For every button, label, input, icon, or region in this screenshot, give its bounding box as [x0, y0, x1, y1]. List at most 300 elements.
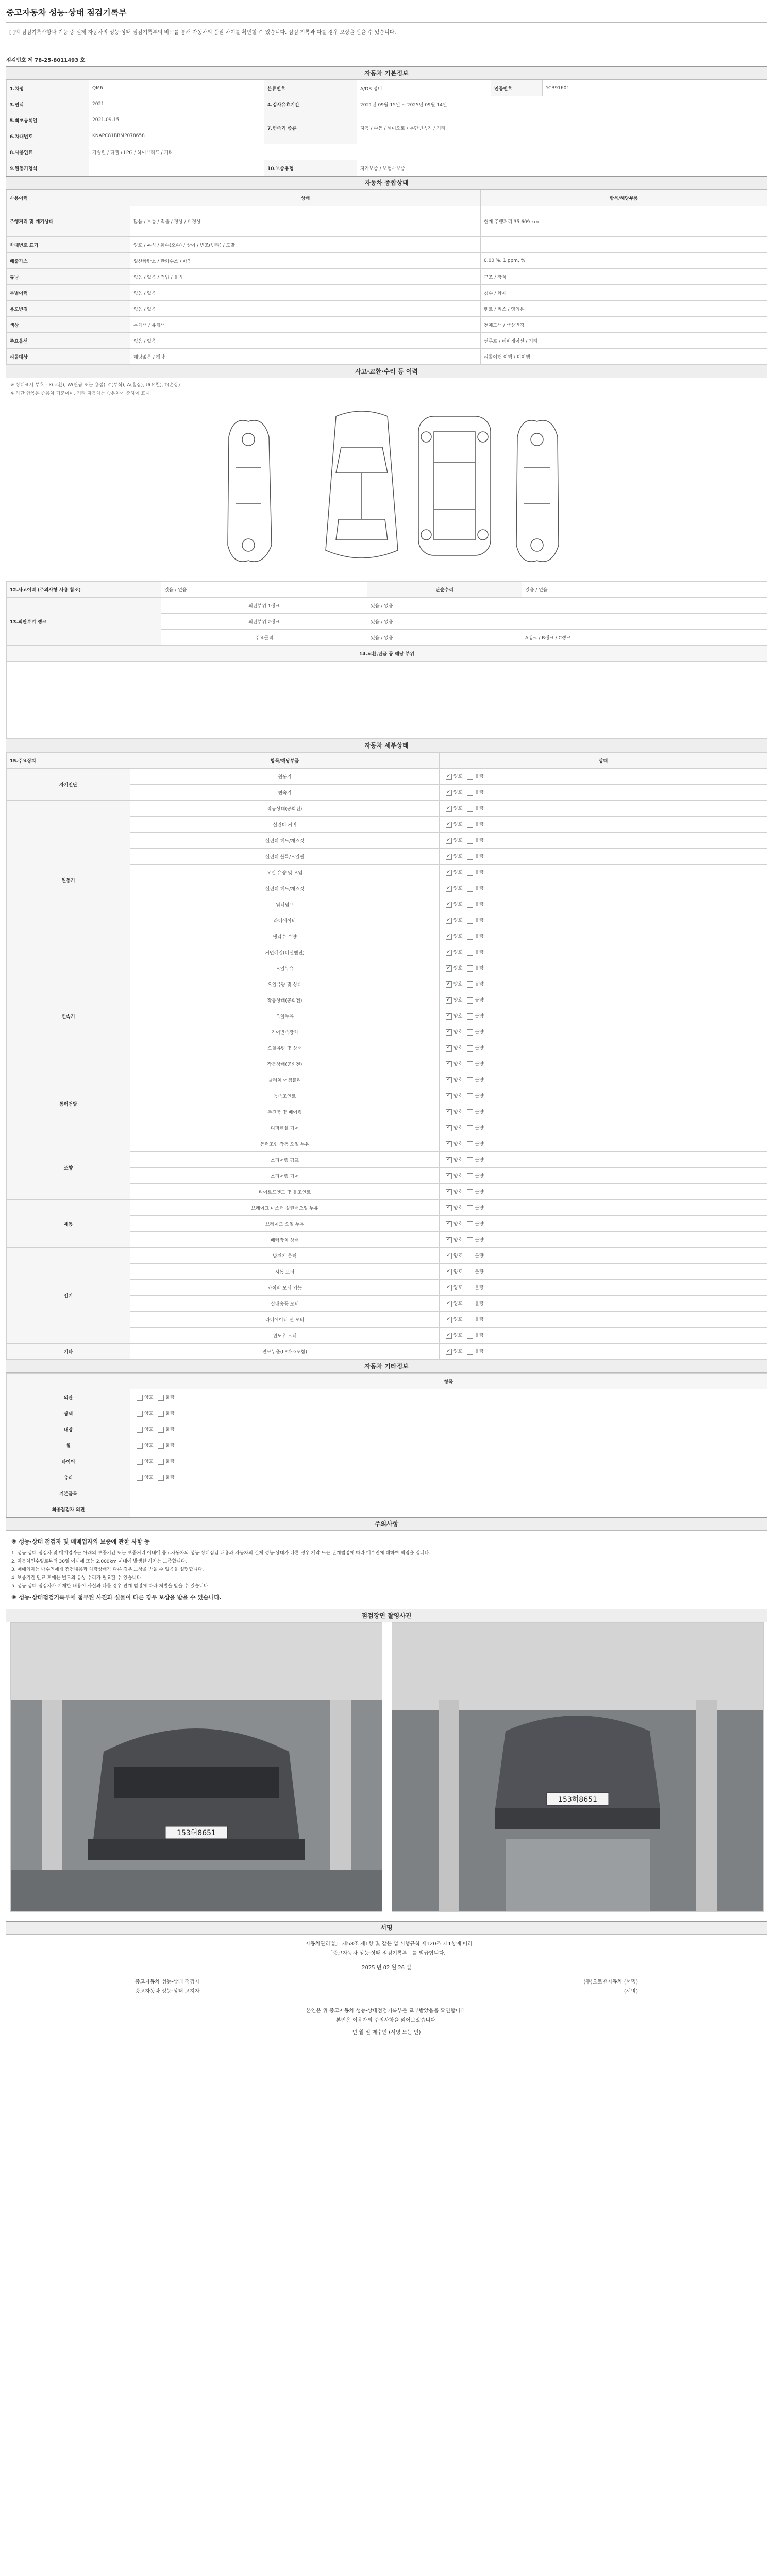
- detail-item-label: 기어변속장치: [130, 1024, 440, 1040]
- detail-group-label: 전기: [7, 1248, 130, 1344]
- cautions-body: [6, 1531, 767, 1609]
- check-icon: [446, 1061, 452, 1067]
- check-icon: [446, 1301, 452, 1307]
- checkbox-icon: [467, 886, 473, 892]
- detail-item-label: 시동 모터: [130, 1264, 440, 1280]
- confirm-date: 년 월 일 매수인 (서명 또는 인): [352, 2030, 421, 2036]
- section-other-info: 자동차 기타정보: [6, 1360, 767, 1373]
- detail-item-state: ✓ 양호 불량: [440, 833, 767, 849]
- check-icon: [446, 981, 452, 988]
- notifier-label: 중고자동차 성능·상태 고지자: [135, 1989, 200, 1994]
- signature-block: [6, 1935, 767, 2043]
- check-icon: [446, 1141, 452, 1147]
- detail-item-state: ✓ 양호 불량: [440, 785, 767, 801]
- detail-item-state: ✓ 양호 불량: [440, 849, 767, 865]
- table-row: [7, 598, 767, 614]
- checkbox-icon: [467, 1285, 473, 1291]
- table-row: [7, 301, 767, 317]
- parts-area: [7, 662, 767, 739]
- caution-line: 5. 성능·상태 점검자가 기재한 내용이 사실과 다를 경우 관계 법령에 따라 처벌을 받을 수 있습니다.: [11, 1584, 210, 1589]
- table-row: [7, 1405, 767, 1421]
- table-row: [7, 317, 767, 333]
- summary-state: 많음 / 보통 / 적음 / 정상 / 비정상: [130, 206, 481, 237]
- detail-item-label: 실린더 헤드/개스킷: [130, 880, 440, 896]
- other-row-label: 타이어: [7, 1453, 130, 1469]
- detail-item-state: ✓ 양호 불량: [440, 928, 767, 944]
- car-outline-diagram: [6, 401, 767, 581]
- check-icon: [446, 886, 452, 892]
- car-diagram: [6, 401, 767, 581]
- detail-item-label: 작동상태(공회전): [130, 1056, 440, 1072]
- summary-state: 일산화탄소 / 탄화수소 / 매연: [130, 253, 481, 269]
- check-icon: [446, 1285, 452, 1291]
- check-icon: [446, 1093, 452, 1099]
- detail-item-state: ✓ 양호 불량: [440, 992, 767, 1008]
- check-icon: [446, 997, 452, 1004]
- simple-repair-value: 있음 / 없음: [522, 582, 767, 598]
- checkbox-icon: [467, 1093, 473, 1099]
- detail-item-state: ✓ 양호 불량: [440, 912, 767, 928]
- checkbox-icon: [467, 1061, 473, 1067]
- checkbox-icon: [467, 1237, 473, 1243]
- detail-item-label: 디퍼렌셜 기어: [130, 1120, 440, 1136]
- detail-item-state: ✓ 양호 불량: [440, 1104, 767, 1120]
- detail-item-state: ✓ 양호 불량: [440, 1120, 767, 1136]
- detail-item-state: ✓ 양호 불량: [440, 944, 767, 960]
- section-photos: 점검장면 촬영사진: [6, 1609, 767, 1622]
- summary-label: 주행거리 및 계기상태: [7, 206, 130, 237]
- checkbox-icon: [467, 1253, 473, 1259]
- checkbox-icon: [467, 1013, 473, 1020]
- table-row: [7, 206, 767, 237]
- detail-item-state: ✓ 양호 불량: [440, 817, 767, 833]
- document-title: 중고자동차 성능·상태 점검기록부: [6, 8, 127, 18]
- detail-item-label: 오일유량 및 상태: [130, 1040, 440, 1056]
- detail-item-label: 와이퍼 모터 기능: [130, 1280, 440, 1296]
- summary-label: 차대번호 표기: [7, 237, 130, 253]
- other-row-value: 양호 불량: [130, 1469, 767, 1485]
- checkbox-icon: [467, 854, 473, 860]
- value-car-name: QM6: [89, 80, 264, 96]
- summary-state: 없음 / 있음 / 적법 / 불법: [130, 269, 481, 285]
- detail-item-state: ✓ 양호 불량: [440, 1152, 767, 1168]
- table-row: [7, 1248, 767, 1264]
- detail-item-label: 실린더 블록/오일팬: [130, 849, 440, 865]
- value-fuel: 가솔린 / 디젤 / LPG / 하이브리드 / 기타: [89, 144, 767, 160]
- checkbox-icon: [467, 774, 473, 780]
- accident-value: 있음 / 없음: [161, 582, 367, 598]
- detail-item-state: ✓ 양호 불량: [440, 1184, 767, 1200]
- label-inspection-period: 4.검사유효기간: [264, 96, 357, 112]
- summary-state: 없음 / 있음: [130, 285, 481, 301]
- car-top-view: [326, 411, 398, 558]
- other-row-value: 양호 불량: [130, 1421, 767, 1437]
- detail-item-state: ✓ 양호 불량: [440, 1312, 767, 1328]
- value-transmission: 자동 / 수동 / 세미오토 / 무단변속기 / 기타: [357, 112, 767, 144]
- inspector-label: 중고자동차 성능·상태 점검자: [135, 1979, 200, 1985]
- legend-line-2: ※ 하단 항목은 승용차 기준이며, 기타 자동차는 승용차에 준하여 표시: [10, 391, 150, 396]
- accident-label: 12.사고이력 (주의사항 사용 참조): [7, 582, 161, 598]
- detail-item-label: 오일누유: [130, 1008, 440, 1024]
- caution-line: 4. 보증기간 만료 후에는 별도의 유상 수리가 필요할 수 있습니다.: [11, 1575, 143, 1581]
- detail-item-label: 오일 유량 및 오염: [130, 865, 440, 880]
- checkbox-icon: [467, 965, 473, 972]
- check-icon: [446, 1221, 452, 1227]
- detail-item-state: ✓ 양호 불량: [440, 1072, 767, 1088]
- detail-item-state: ✓ 양호 불량: [440, 1232, 767, 1248]
- value-cert: YCB91601: [543, 80, 767, 96]
- table-header-row: [7, 1374, 767, 1389]
- check-icon: [446, 822, 452, 828]
- outer-rank-label: 13.외판부위 랭크: [7, 598, 161, 646]
- detail-item-label: 발전기 출력: [130, 1248, 440, 1264]
- value-first-registration: 2021-09-15: [89, 112, 264, 128]
- check-icon: [446, 774, 452, 780]
- outer-rank-value: 있음 / 없음: [367, 614, 767, 630]
- detail-item-state: ✓ 양호 불량: [440, 960, 767, 976]
- table-row: [7, 80, 767, 96]
- summary-detail: 0.00 %, 1 ppm, %: [481, 253, 767, 269]
- other-col-blank: [7, 1374, 130, 1389]
- inspection-photo-rear: [392, 1622, 764, 1912]
- table-header-row: [7, 190, 767, 206]
- detail-group-label: 자기진단: [7, 769, 130, 801]
- checkbox-icon: [467, 870, 473, 876]
- summary-col-2: 상태: [130, 190, 481, 206]
- car-frame-view: [418, 416, 491, 555]
- table-row: [7, 160, 767, 176]
- check-icon: [446, 790, 452, 796]
- checkbox-icon: [467, 1317, 473, 1323]
- detail-item-state: ✓ 양호 불량: [440, 1344, 767, 1360]
- other-extra-label: 최종점검자 의견: [7, 1501, 130, 1517]
- table-row: [7, 1501, 767, 1517]
- check-icon: [446, 1013, 452, 1020]
- detail-item-label: 추진축 및 베어링: [130, 1104, 440, 1120]
- summary-detail: 렌트 / 리스 / 영업용: [481, 301, 767, 317]
- checkbox-icon: [467, 1157, 473, 1163]
- check-icon: [446, 1333, 452, 1339]
- label-first-registration: 5.최초등록일: [7, 112, 89, 128]
- checkbox-icon: [467, 822, 473, 828]
- detail-item-label: 실내송풍 모터: [130, 1296, 440, 1312]
- table-row: [7, 662, 767, 739]
- detail-item-state: ✓ 양호 불량: [440, 1040, 767, 1056]
- label-vin: 6.차대번호: [7, 128, 89, 144]
- detail-item-state: ✓ 양호 불량: [440, 1264, 767, 1280]
- checkbox-icon: [467, 1029, 473, 1036]
- check-icon: [446, 1125, 452, 1131]
- car-right-side-view: [516, 420, 559, 562]
- checkbox-icon: [467, 934, 473, 940]
- main-frame-sub: 주요골격: [161, 630, 367, 646]
- table-row: [7, 112, 767, 128]
- check-icon: [446, 1173, 452, 1179]
- parts-heading: 14.교환,판금 등 해당 부위: [7, 646, 767, 662]
- other-row-value: 양호 불량: [130, 1437, 767, 1453]
- table-row: [7, 960, 767, 976]
- detail-item-state: ✓ 양호 불량: [440, 1168, 767, 1184]
- check-icon: [446, 950, 452, 956]
- detail-body: [7, 769, 767, 1360]
- check-icon: [446, 1253, 452, 1259]
- detail-group-label: 조향: [7, 1136, 130, 1200]
- section-basic-info: 자동차 기본정보: [6, 66, 767, 80]
- detail-item-label: 브레이크 마스터 실린더오일 누유: [130, 1200, 440, 1216]
- summary-label: 주요옵션: [7, 333, 130, 349]
- summary-table: [6, 190, 767, 365]
- detail-item-label: 냉각수 수량: [130, 928, 440, 944]
- cautions-heading-1: ※ 성능·상태 점검자 및 매매업자의 보증에 관한 사항 등: [11, 1538, 150, 1545]
- summary-label: 특별이력: [7, 285, 130, 301]
- caution-line: 1. 성능·상태 점검자 및 매매업자는 아래의 보증기간 또는 보증거리 이내에 중고자동차의 성능·상태점검 내용과 자동차의 실제 성능·상태가 다른 경우 계약 또는 관계법령에 따라 매수인에 대하여 책임을 집니다.: [11, 1551, 431, 1556]
- label-car-name: 1.차명: [7, 80, 89, 96]
- outer-rank-value: 있음 / 없음: [367, 598, 767, 614]
- detail-group-label: 원동기: [7, 801, 130, 960]
- table-row: [7, 333, 767, 349]
- summary-state: 양호 / 부식 / 훼손(오손) / 상이 / 변조(변타) / 도말: [130, 237, 481, 253]
- basic-info-table: [6, 80, 767, 176]
- summary-label: 용도변경: [7, 301, 130, 317]
- detail-item-state: ✓ 양호 불량: [440, 1024, 767, 1040]
- checkbox-icon: [467, 1221, 473, 1227]
- detail-item-state: ✓ 양호 불량: [440, 801, 767, 817]
- detail-col-1: 15.주요장치: [7, 753, 130, 769]
- detail-item-state: ✓ 양호 불량: [440, 1056, 767, 1072]
- summary-detail: 현재 주행거리 35,609 km: [481, 206, 767, 237]
- detail-item-label: 스티어링 기어: [130, 1168, 440, 1184]
- check-icon: [446, 1029, 452, 1036]
- checkbox-icon: [467, 1205, 473, 1211]
- check-icon: [446, 934, 452, 940]
- table-row: [7, 1485, 767, 1501]
- detail-item-label: 작동상태(공회전): [130, 992, 440, 1008]
- detail-item-label: 등속조인트: [130, 1088, 440, 1104]
- check-icon: [446, 1237, 452, 1243]
- summary-state: 없음 / 있음: [130, 333, 481, 349]
- car-left-side-view: [228, 420, 272, 562]
- other-row-label: 휠: [7, 1437, 130, 1453]
- table-row: [7, 253, 767, 269]
- checkbox-icon: [467, 1109, 473, 1115]
- summary-col-3: 항목/해당부품: [481, 190, 767, 206]
- checkbox-icon: [467, 1045, 473, 1052]
- table-row: [7, 1200, 767, 1216]
- check-icon: [446, 1349, 452, 1355]
- check-icon: [446, 1317, 452, 1323]
- check-icon: [446, 1157, 452, 1163]
- detail-item-state: ✓ 양호 불량: [440, 1136, 767, 1152]
- confirm-line-2: 본인은 이용자의 주의사항을 읽어보았습니다.: [335, 2018, 438, 2023]
- detail-item-state: ✓ 양호 불량: [440, 1088, 767, 1104]
- detail-item-state: ✓ 양호 불량: [440, 1296, 767, 1312]
- checkbox-icon: [467, 1173, 473, 1179]
- table-row: [7, 1072, 767, 1088]
- detail-item-label: 실린더 헤드/개스킷: [130, 833, 440, 849]
- table-row: [7, 96, 767, 112]
- table-row: [7, 769, 767, 785]
- check-icon: [446, 870, 452, 876]
- summary-detail: [481, 237, 767, 253]
- checkbox-icon: [467, 1077, 473, 1083]
- table-row: [7, 285, 767, 301]
- check-icon: [446, 918, 452, 924]
- detail-group-label: 변속기: [7, 960, 130, 1072]
- checkbox-icon: [467, 1141, 473, 1147]
- photo-area: [6, 1622, 767, 1921]
- detail-item-label: 윈도우 모터: [130, 1328, 440, 1344]
- checkbox-icon: [467, 981, 473, 988]
- other-row-value: 양호 불량: [130, 1389, 767, 1405]
- signature-line-2: 「중고자동차 성능·상태 점검기록부」를 발급합니다.: [327, 1951, 446, 1956]
- section-accident-history: 사고·교환·수리 등 이력: [6, 365, 767, 378]
- detail-item-label: 브레이크 오일 누유: [130, 1216, 440, 1232]
- label-year: 3.연식: [7, 96, 89, 112]
- section-detail-state: 자동차 세부상태: [6, 739, 767, 752]
- other-table: [6, 1373, 767, 1517]
- label-cert: 인증번호: [491, 80, 543, 96]
- table-row: [7, 269, 767, 285]
- check-icon: [446, 1205, 452, 1211]
- detail-item-label: 스티어링 펌프: [130, 1152, 440, 1168]
- table-row: [7, 1389, 767, 1405]
- summary-label: 리콜대상: [7, 349, 130, 365]
- other-row-label: 외관: [7, 1389, 130, 1405]
- other-col: 항목: [130, 1374, 767, 1389]
- inspector-value: (주)오토맨자동차 (서명): [583, 1979, 638, 1985]
- check-icon: [446, 902, 452, 908]
- detail-item-label: 라디에이터: [130, 912, 440, 928]
- checkbox-icon: [467, 997, 473, 1004]
- detail-item-label: 변속기: [130, 785, 440, 801]
- detail-item-label: 연료누출(LP가스포함): [130, 1344, 440, 1360]
- other-row-value: 양호 불량: [130, 1405, 767, 1421]
- label-engine-type: 9.원동기형식: [7, 160, 89, 176]
- detail-item-label: 작동상태(공회전): [130, 801, 440, 817]
- check-icon: [446, 1077, 452, 1083]
- checkbox-icon: [467, 806, 473, 812]
- value-class: A/DB 정비: [357, 80, 491, 96]
- check-icon: [446, 838, 452, 844]
- detail-item-label: 커먼레일(디젤엔진): [130, 944, 440, 960]
- table-row: [7, 1453, 767, 1469]
- caution-line: 2. 자동차인수일로부터 30일 이내에 또는 2,000km 이내에 발생한 하자는 보증합니다.: [11, 1559, 187, 1564]
- table-row: [7, 1136, 767, 1152]
- summary-detail: 썬루프 / 네비게이션 / 기타: [481, 333, 767, 349]
- summary-detail: 침수 / 화재: [481, 285, 767, 301]
- checkbox-icon: [467, 1125, 473, 1131]
- signature-date: 2025 년 02 월 26 일: [362, 1965, 411, 1971]
- check-icon: [446, 854, 452, 860]
- detail-item-state: ✓ 양호 불량: [440, 1280, 767, 1296]
- checkbox-icon: [467, 1269, 473, 1275]
- checkbox-icon: [467, 790, 473, 796]
- detail-item-state: ✓ 양호 불량: [440, 896, 767, 912]
- notifier-value: (서명): [624, 1989, 638, 1994]
- summary-detail: 리콜이행 이행 / 미이행: [481, 349, 767, 365]
- detail-item-state: ✓ 양호 불량: [440, 1008, 767, 1024]
- other-row-value: 양호 불량: [130, 1453, 767, 1469]
- detail-table: [6, 752, 767, 1360]
- value-engine-type: [89, 160, 264, 176]
- plate-text-rear: 153허8651: [558, 1795, 597, 1804]
- detail-item-label: 워터펌프: [130, 896, 440, 912]
- detail-item-label: 라디에이터 팬 모터: [130, 1312, 440, 1328]
- summary-state: 없음 / 있음: [130, 301, 481, 317]
- caution-line: 3. 매매업자는 매수인에게 점검내용과 차량상태가 다른 경우 보상을 받을 수 있음을 설명합니다.: [11, 1567, 204, 1572]
- notice-text: [ ]의 점검기록사항과 기능 중 실제 자동차의 성능·상태 점검기록부의 비교를 통해 자동차의 품질 차이를 확인할 수 있습니다. 점검 기록과 다를 경우 보상을 받을 수 있습니다.: [6, 22, 767, 41]
- table-row: [7, 801, 767, 817]
- summary-state: 무채색 / 유채색: [130, 317, 481, 333]
- label-fuel: 8.사용연료: [7, 144, 89, 160]
- detail-item-label: 오일유량 및 상태: [130, 976, 440, 992]
- table-row: [7, 1421, 767, 1437]
- table-row: [7, 1469, 767, 1485]
- detail-col-2: 항목/해당부품: [130, 753, 440, 769]
- accident-table: [6, 581, 767, 739]
- detail-item-label: 실린더 커버: [130, 817, 440, 833]
- table-header-row: [7, 753, 767, 769]
- checkbox-icon: [467, 902, 473, 908]
- summary-label: 색상: [7, 317, 130, 333]
- document-number: 점검번호 제 78-25-8011493 호: [6, 58, 86, 63]
- checkbox-icon: [467, 838, 473, 844]
- main-frame-value: 있음 / 없음: [367, 630, 522, 646]
- table-row: [7, 349, 767, 365]
- summary-detail: 전체도색 / 색상변경: [481, 317, 767, 333]
- value-warranty: 자가보증 / 보험사보증: [357, 160, 767, 176]
- detail-item-state: ✓ 양호 불량: [440, 1248, 767, 1264]
- detail-item-state: ✓ 양호 불량: [440, 769, 767, 785]
- detail-item-label: 오일누유: [130, 960, 440, 976]
- outer-rank-sub: 외판부위 1랭크: [161, 598, 367, 614]
- label-class: 분류번호: [264, 80, 357, 96]
- detail-item-state: ✓ 양호 불량: [440, 976, 767, 992]
- check-icon: [446, 1109, 452, 1115]
- table-row: [7, 144, 767, 160]
- detail-col-3: 상태: [440, 753, 767, 769]
- other-extra-label: 기본품목: [7, 1485, 130, 1501]
- table-row: [7, 582, 767, 598]
- summary-col-1: 사용이력: [7, 190, 130, 206]
- detail-item-state: ✓ 양호 불량: [440, 1328, 767, 1344]
- summary-detail: 구조 / 장치: [481, 269, 767, 285]
- plate-text-front: 153허8651: [177, 1829, 216, 1837]
- other-row-label: 내장: [7, 1421, 130, 1437]
- value-vin: KNAPC81BBMP078658: [89, 128, 264, 144]
- other-row-label: 유리: [7, 1469, 130, 1485]
- section-signature: 서명: [6, 1921, 767, 1935]
- summary-label: 튜닝: [7, 269, 130, 285]
- signature-line-1: 「자동차관리법」 제58조 제1항 및 같은 법 시행규칙 제120조 제1항에 따라: [300, 1941, 473, 1947]
- table-row: [7, 237, 767, 253]
- detail-item-state: ✓ 양호 불량: [440, 880, 767, 896]
- other-extra-value: [130, 1501, 767, 1517]
- legend-line-1: ※ 상태표시 부호 : X(교환), W(판금 또는 용접), C(부식), A(흠집), U(요철), T(손상): [10, 383, 180, 388]
- summary-state: 해당없음 / 해당: [130, 349, 481, 365]
- table-row: [7, 646, 767, 662]
- checkbox-icon: [467, 1349, 473, 1355]
- main-frame-rank: A랭크 / B랭크 / C랭크: [522, 630, 767, 646]
- detail-group-label: 동력전달: [7, 1072, 130, 1136]
- check-icon: [446, 1045, 452, 1052]
- check-icon: [446, 1269, 452, 1275]
- checkbox-icon: [467, 1301, 473, 1307]
- detail-group-label: 제동: [7, 1200, 130, 1248]
- label-transmission: 7.변속기 종류: [264, 112, 357, 144]
- checkbox-icon: [467, 1333, 473, 1339]
- summary-label: 배출가스: [7, 253, 130, 269]
